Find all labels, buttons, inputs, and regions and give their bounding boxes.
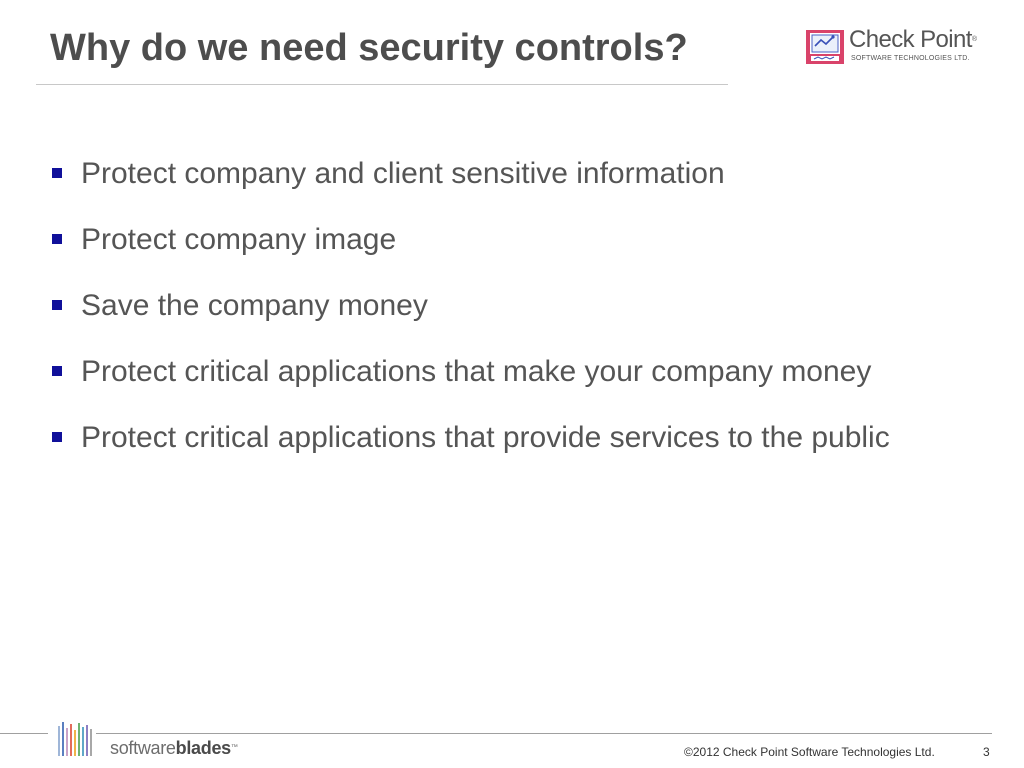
slide-title: Why do we need security controls?	[50, 27, 688, 69]
page-number: 3	[983, 745, 990, 759]
logo-wordmark	[849, 26, 977, 54]
square-bullet-icon	[52, 432, 62, 442]
check-point-logo	[806, 28, 1002, 66]
logo-subtitle: SOFTWARE TECHNOLOGIES LTD.	[851, 55, 970, 62]
bullet-text: Protect company and client sensitive information	[81, 157, 725, 190]
square-bullet-icon	[52, 366, 62, 376]
bullet-text: Save the company money	[81, 289, 428, 322]
footer-copyright: ©2012 Check Point Software Technologies Ltd.	[684, 745, 935, 759]
bullet-list	[48, 154, 928, 484]
footer-divider-left	[0, 733, 48, 734]
square-bullet-icon	[52, 234, 62, 244]
square-bullet-icon	[52, 168, 62, 178]
logo-name-text: Check Point	[849, 26, 972, 53]
bullet-text: Protect critical applications that make your company money	[81, 355, 872, 388]
bullet-item	[48, 154, 928, 194]
square-bullet-icon	[52, 300, 62, 310]
title-divider	[36, 84, 728, 85]
brand-text-light: software	[110, 738, 176, 758]
bullet-text: Protect critical applications that provide services to the public	[81, 421, 890, 454]
brand-trademark: ™	[230, 744, 238, 751]
brand-text-bold: blades	[175, 738, 231, 758]
software-blades-wordmark	[110, 737, 238, 759]
footer-divider-right	[96, 733, 992, 734]
bullet-item	[48, 418, 928, 458]
bullet-text: Protect company image	[81, 223, 397, 256]
check-point-logo-icon	[806, 30, 844, 64]
bullet-item	[48, 220, 928, 260]
logo-registered-mark: ®	[971, 36, 977, 43]
bullet-item	[48, 286, 928, 326]
bullet-item	[48, 352, 881, 392]
software-blades-icon	[56, 720, 96, 760]
